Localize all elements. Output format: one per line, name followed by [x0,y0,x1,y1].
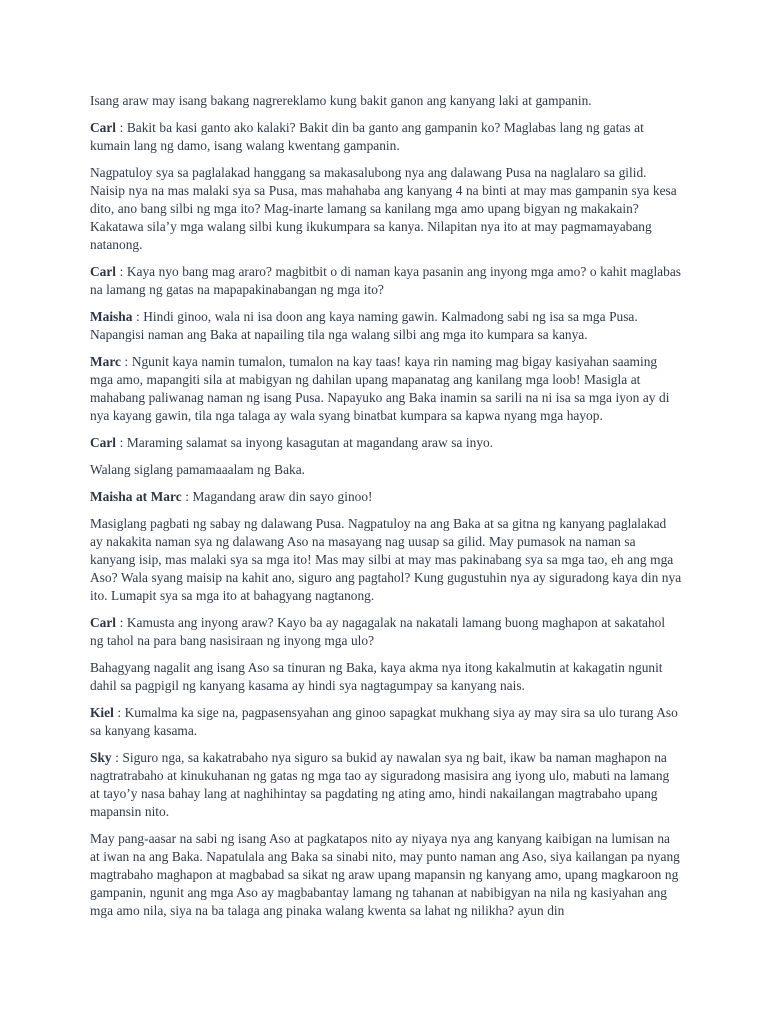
paragraph-4 [90,263,682,299]
speaker-name: Maisha [90,309,133,324]
paragraph-13 [90,704,682,740]
paragraph-9 [90,488,682,506]
document-page [90,92,682,929]
paragraph-text: May pang-aasar na sabi ng isang Aso at pagkatapos nito ay niyaya nya ang kanyang kaibigan na lumisan na at iwan na ang Baka. Napatulala ang Baka sa sinabi nito, may punto naman ang Aso, siya kailangan pa nyang magtrabaho maghapon at magbabad sa sikat ng araw upang mapansin ng kanyang amo, upang magkaroon ng gampanin, ngunit ang mga Aso ay magbabantay lamang ng tahanan at nabibigyan na nila ng kasiyahan ang mga amo nila, siya na ba talaga ang pinaka walang kwenta sa lahat ng nilikha? ayun din [90,831,680,918]
speaker-name: Kiel [90,705,114,720]
paragraph-1 [90,92,682,110]
paragraph-text: Isang araw may isang bakang nagrereklamo kung bakit ganon ang kanyang laki at gampanin. [90,93,592,108]
paragraph-15 [90,830,682,920]
paragraph-text: Siguro nga, sa kakatrabaho nya siguro sa bukid ay nawalan sya ng bait, ikaw ba naman maghapon na nagtratrabaho at kinukuhanan ng gatas ng mga tao ay siguradong masisira ang iyong ulo, mabuti na lamang at tayo’y nasa bahay lang at naghihintay sa pagdating ng ating amo, hindi nakailangan magtrabaho upang mapansin nito. [90,750,670,819]
speaker-name: Carl [90,615,117,630]
speaker-name: Marc [90,354,121,369]
paragraph-3 [90,164,682,254]
speaker-name: Carl [90,435,117,450]
paragraph-text: Kumalma ka sige na, pagpasensyahan ang ginoo sapagkat mukhang siya ay may sira sa ulo turang Aso sa kanyang kasama. [90,705,678,738]
speaker-separator: : [132,309,144,324]
paragraph-text: Bakit ba kasi ganto ako kalaki? Bakit din ba ganto ang gampanin ko? Maglabas lang ng gatas at kumain lang ng damo, isang walang kwentang gampanin. [90,120,644,153]
paragraph-text: Hindi ginoo, wala ni isa doon ang kaya naming gawin. Kalmadong sabi ng isa sa mga Pusa. Napangisi naman ang Baka at napailing tila nga walang silbi ang mga ito kumpara sa kanya. [90,309,638,342]
paragraph-5 [90,308,682,344]
paragraph-text: Bahagyang nagalit ang isang Aso sa tinuran ng Baka, kaya akma nya itong kakalmutin at kakagatin ngunit dahil sa pagpigil ng kanyang kasama ay hindi sya nagtagumpay sa kanyang nais. [90,660,663,693]
paragraph-12 [90,659,682,695]
paragraph-6 [90,353,682,425]
paragraph-8 [90,461,682,479]
speaker-separator: : [120,354,132,369]
speaker-separator: : [116,264,127,279]
speaker-separator: : [111,750,123,765]
paragraph-text: Kaya nyo bang mag araro? magbitbit o di naman kaya pasanin ang inyong mga amo? o kahit maglabas na lamang ng gatas na mapapakinabangan ng mga ito? [90,264,681,297]
speaker-name: Carl [90,264,117,279]
paragraph-text: Kamusta ang inyong araw? Kayo ba ay nagagalak na nakatali lamang buong maghapon at sakatahol ng tahol na para bang nasisiraan ng inyong mga ulo? [90,615,666,648]
speaker-separator: : [113,705,125,720]
paragraph-text: Ngunit kaya namin tumalon, tumalon na kay taas! kaya rin naming mag bigay kasiyahan saaming mga amo, mapangiti sila at mabigyan ng dahilan upang mapanatag ang kanilang mga loob! Masigla at mahabang paliwanag naman ng isang Pusa. Napayuko ang Baka inamin sa sarili na ni isa sa mga iyon ay di nya kayang gawin, tila nga talaga ay wala syang binatbat kumpara sa kapwa nyang mga hayop. [90,354,670,423]
paragraph-text: Masiglang pagbati ng sabay ng dalawang Pusa. Nagpatuloy na ang Baka at sa gitna ng kanyang paglalakad ay nakakita naman sya ng dalawang Aso na masayang nag uusap sa gilid. May pumasok na naman sa kanyang isip, mas malaki sya sa mga ito! Mas may silbi at may mas pakinabang sya sa mga tao, eh ang mga Aso? Wala syang maisip na kahit ano, siguro ang pagtahol? Kung gugustuhin nya ay siguradong kaya din nya ito. Lumapit sya sa mga ito at bahagyang nagtanong. [90,516,682,603]
paragraph-text: Walang siglang pamamaaalam ng Baka. [90,462,306,477]
paragraph-14 [90,749,682,821]
speaker-separator: : [116,435,127,450]
speaker-name: Carl [90,120,117,135]
speaker-name: Maisha at Marc [90,489,182,504]
paragraph-10 [90,515,682,605]
paragraph-text: Nagpatuloy sya sa paglalakad hanggang sa makasalubong nya ang dalawang Pusa na naglalaro sa gilid. Naisip nya na mas malaki sya sa Pusa, mas mahahaba ang kanyang 4 na binti at may mas gampanin sya kesa dito, ano bang silbi ng mga ito? Mag-inarte lamang sa kanilang mga amo upang bigyan ng makakain? Kakatawa sila’y mga walang silbi kung ikukumpara sa kanya. Nilapitan nya ito at may pagmamayabang natanong. [90,165,677,252]
paragraph-text: Magandang araw din sayo ginoo! [192,489,373,504]
paragraph-7 [90,434,682,452]
speaker-name: Sky [90,750,112,765]
speaker-separator: : [116,615,127,630]
paragraph-2 [90,119,682,155]
paragraph-text: Maraming salamat sa inyong kasagutan at magandang araw sa inyo. [126,435,494,450]
speaker-separator: : [181,489,193,504]
paragraph-11 [90,614,682,650]
speaker-separator: : [116,120,127,135]
